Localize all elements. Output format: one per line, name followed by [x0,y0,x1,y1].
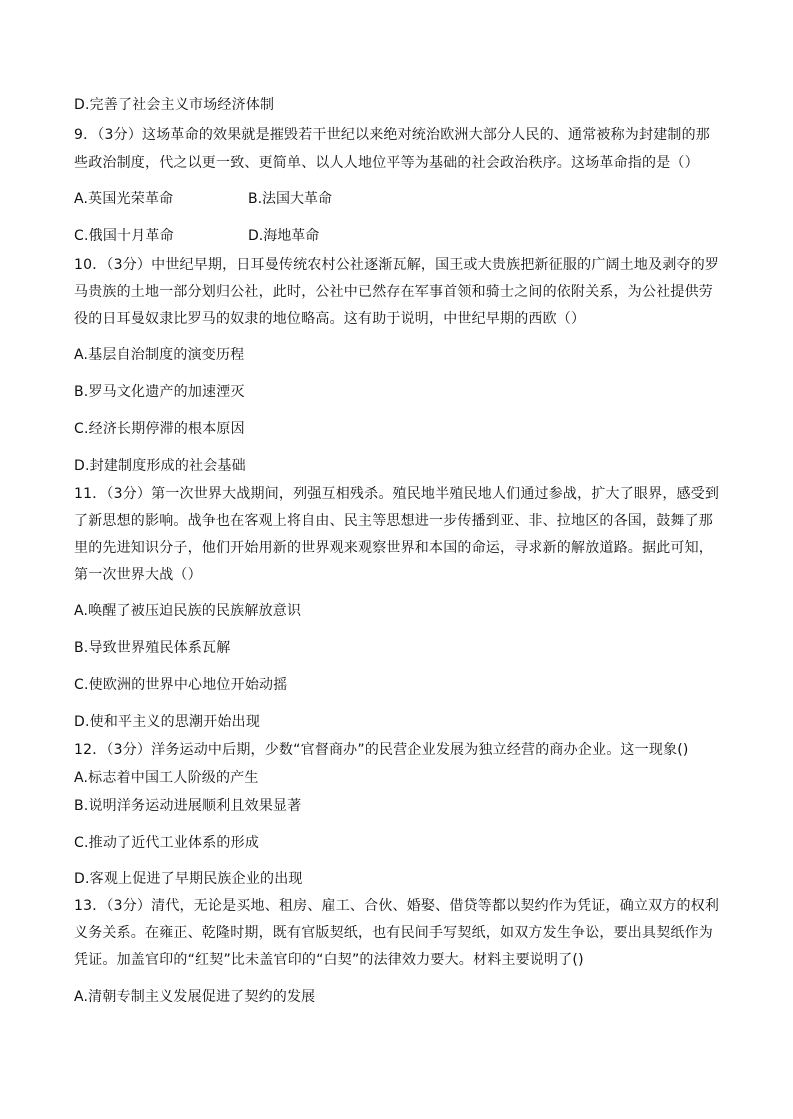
q9-option-d: D.海地革命 [248,228,320,244]
q8-option-d: D.完善了社会主义市场经济体制 [74,97,275,113]
q10-option-c: C.经济长期停滞的根本原因 [74,421,245,437]
q12-option-c: C.推动了近代工业体系的形成 [74,835,260,851]
q12-stem-line-1: 12．（3分）洋务运动中后期，少数“官督商办”的民营企业发展为独立经营的商办企业。这一现象() [74,742,689,758]
q11-stem-line-3: 里的先进知识分子，他们开始用新的世界观来观察世界和本国的命运，寻求新的解放道路。据此可知， [74,540,713,556]
q11-option-b: B.导致世界殖民体系瓦解 [74,640,231,656]
q10-option-a: A.基层自治制度的演变历程 [74,347,245,363]
q9-option-c: C.俄国十月革命 [74,228,174,244]
q10-option-b: B.罗马文化遗产的加速湮灭 [74,384,245,400]
q12-option-b: B.说明洋务运动进展顺利且效果显著 [74,798,302,814]
q11-stem-line-1: 11．（3分）第一次世界大战期间，列强互相残杀。殖民地半殖民地人们通过参战，扩大了眼界，感受到 [74,486,720,502]
q10-stem-line-2: 马贵族的土地一部分划归公社，此时，公社中已然存在军事首领和骑士之间的依附关系，为公社提供劳 [74,284,713,300]
q11-stem-line-4: 第一次世界大战（） [74,567,202,583]
q11-stem-line-2: 了新思想的影响。战争也在客观上将自由、民主等思想进一步传播到亚、非、拉地区的各国，鼓舞了那 [74,513,713,529]
q11-option-a: A.唤醒了被压迫民族的民族解放意识 [74,603,302,619]
q9-option-a: A.英国光荣革命 [74,191,174,207]
q9-stem-line-2: 些政治制度，代之以更一致、更简单、以人人地位平等为基础的社会政治秩序。这场革命指的是（） [74,155,699,171]
q13-stem-line-1: 13．（3分）清代，无论是买地、租房、雇工、合伙、婚娶、借贷等都以契约作为凭证，确立双方的权利 [74,898,720,914]
q9-stem-line-1: 9．（3分）这场革命的效果就是摧毁若干世纪以来绝对统治欧洲大部分人民的、通常被称为封建制的那 [74,127,711,143]
q12-option-a: A.标志着中国工人阶级的产生 [74,770,259,786]
q10-stem-line-3: 役的日耳曼奴隶比罗马的奴隶的地位略高。这有助于说明，中世纪早期的西欧（） [74,311,586,327]
q12-option-d: D.客观上促进了早期民族企业的出现 [74,871,303,887]
q9-option-b: B.法国大革命 [248,191,333,207]
q10-option-d: D.封建制度形成的社会基础 [74,458,246,474]
q10-stem-line-1: 10．（3分）中世纪早期，日耳曼传统农村公社逐渐瓦解，国王或大贵族把新征服的广阔土地及剥夺的罗 [74,257,720,273]
q13-stem-line-3: 凭证。加盖官印的“红契”比未盖官印的“白契”的法律效力要大。材料主要说明了() [74,952,584,968]
q13-option-a: A.清朝专制主义发展促进了契约的发展 [74,989,316,1005]
q11-option-c: C.使欧洲的世界中心地位开始动摇 [74,677,288,693]
q11-option-d: D.使和平主义的思潮开始出现 [74,714,261,730]
q13-stem-line-2: 义务关系。在雍正、乾隆时期，既有官版契纸，也有民间手写契纸，如双方发生争讼，要出具契纸作为 [74,925,713,941]
